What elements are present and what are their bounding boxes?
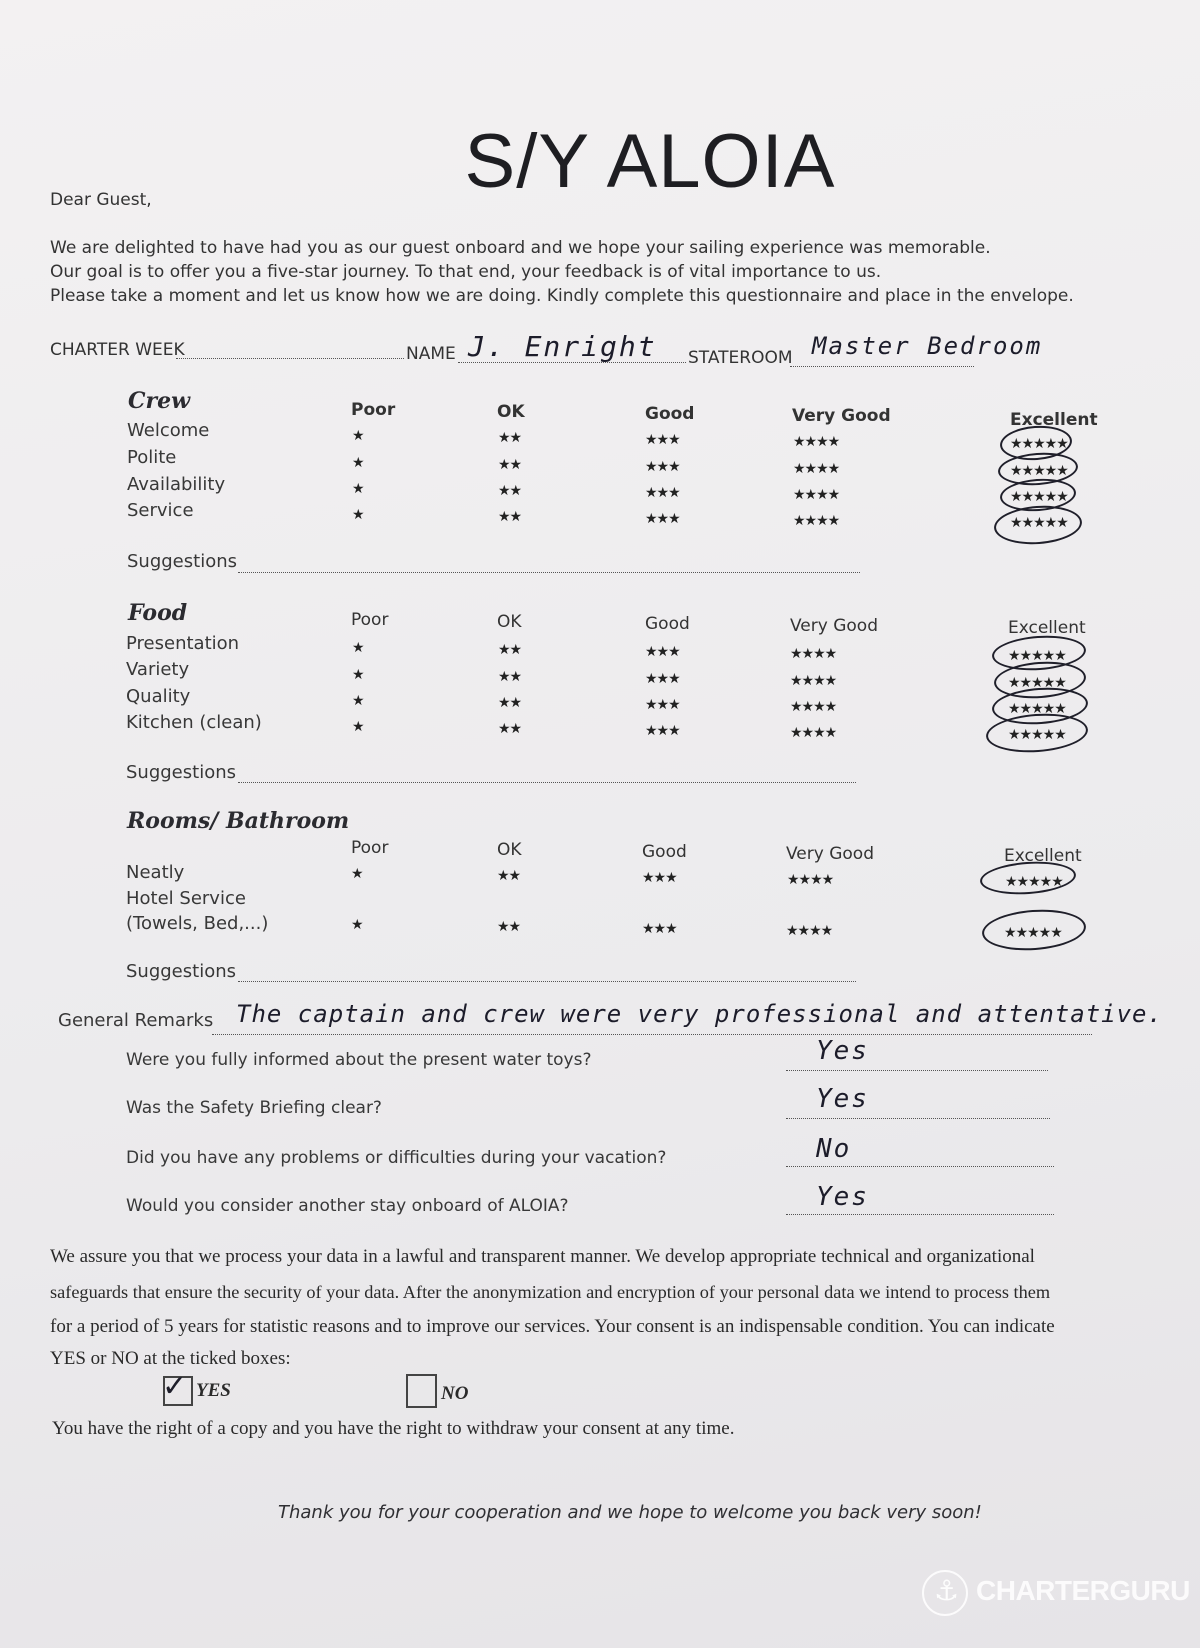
rating-good[interactable]: ★★★ bbox=[645, 485, 680, 501]
rating-good[interactable]: ★★★ bbox=[645, 697, 680, 713]
rating-good[interactable]: ★★★ bbox=[642, 870, 677, 886]
question: Would you consider another stay onboard of ALOIA? bbox=[126, 1196, 569, 1216]
rating-poor[interactable]: ★ bbox=[351, 917, 363, 933]
rating-excellent[interactable]: ★★★★★ bbox=[1004, 925, 1062, 941]
crew-row-label: Service bbox=[127, 500, 194, 521]
rating-very-good[interactable]: ★★★★ bbox=[793, 487, 840, 503]
rights-text: You have the right of a copy and you have the right to withdraw your consent at any time. bbox=[52, 1418, 735, 1439]
selected-rating-circle bbox=[993, 503, 1083, 547]
crew-suggestions-label: Suggestions bbox=[127, 551, 237, 572]
rating-poor[interactable]: ★ bbox=[352, 719, 364, 735]
selected-rating-circle bbox=[981, 906, 1088, 953]
rating-very-good[interactable]: ★★★★ bbox=[786, 923, 833, 939]
charter-week-field[interactable] bbox=[176, 358, 404, 359]
rating-good[interactable]: ★★★ bbox=[645, 459, 680, 475]
rooms-section-title: Rooms/ Bathroom bbox=[127, 808, 350, 834]
answer-value: No bbox=[816, 1134, 852, 1164]
crew-row-label: Polite bbox=[127, 447, 177, 468]
rating-excellent[interactable]: ★★★★★ bbox=[1008, 648, 1066, 664]
privacy-line-4: YES or NO at the ticked boxes: bbox=[50, 1348, 291, 1369]
rating-very-good[interactable]: ★★★★ bbox=[793, 461, 840, 477]
rating-poor[interactable]: ★ bbox=[352, 481, 364, 497]
privacy-line-2: safeguards that ensure the security of your data. After the anonymization and encryption of your personal data we intend to process them bbox=[50, 1282, 1051, 1302]
col-excellent: Excellent bbox=[1004, 846, 1082, 866]
rating-very-good[interactable]: ★★★★ bbox=[790, 646, 837, 662]
rating-good[interactable]: ★★★ bbox=[645, 671, 680, 687]
intro-line-2: Our goal is to offer you a five-star journey. To that end, your feedback is of vital importance to us. bbox=[50, 262, 882, 282]
general-remarks-value: The captain and crew were very professional and attentative. bbox=[236, 1000, 1163, 1028]
col-poor: Poor bbox=[351, 610, 389, 630]
answer-value: Yes bbox=[816, 1084, 869, 1114]
page-title: S/Y ALOIA bbox=[464, 119, 836, 204]
watermark-logo: CHARTERGURU bbox=[976, 1575, 1190, 1606]
col-excellent: Excellent bbox=[1010, 410, 1098, 430]
rating-good[interactable]: ★★★ bbox=[645, 644, 680, 660]
intro-line-3: Please take a moment and let us know how we are doing. Kindly complete this questionnaire and place in the envelope. bbox=[50, 286, 1074, 306]
rating-ok[interactable]: ★★ bbox=[498, 483, 522, 499]
greeting: Dear Guest, bbox=[50, 190, 152, 210]
question: Were you fully informed about the present water toys? bbox=[126, 1050, 592, 1070]
food-row-label: Kitchen (clean) bbox=[126, 712, 262, 733]
col-ok: OK bbox=[497, 840, 522, 860]
col-good: Good bbox=[645, 614, 690, 634]
rating-very-good[interactable]: ★★★★ bbox=[790, 699, 837, 715]
rating-ok[interactable]: ★★ bbox=[497, 919, 521, 935]
rating-good[interactable]: ★★★ bbox=[645, 432, 680, 448]
name-label: NAME bbox=[406, 344, 456, 364]
question: Was the Safety Briefing clear? bbox=[126, 1098, 382, 1118]
rating-good[interactable]: ★★★ bbox=[645, 511, 680, 527]
rating-poor[interactable]: ★ bbox=[352, 640, 364, 656]
rating-ok[interactable]: ★★ bbox=[498, 457, 522, 473]
rooms-suggestions-field[interactable] bbox=[238, 981, 856, 982]
rating-very-good[interactable]: ★★★★ bbox=[793, 434, 840, 450]
privacy-line-1: We assure you that we process your data in a lawful and transparent manner. We develop appropriate technical and organizational bbox=[50, 1246, 1035, 1267]
answer-field[interactable] bbox=[786, 1070, 1048, 1071]
rating-good[interactable]: ★★★ bbox=[645, 723, 680, 739]
consent-yes-label: YES bbox=[196, 1380, 231, 1401]
privacy-line-3: for a period of 5 years for statistic reasons and to improve our services. Your consent is an indispensable condition. You can indicate bbox=[50, 1316, 1055, 1337]
food-row-label: Variety bbox=[126, 659, 190, 680]
col-excellent: Excellent bbox=[1008, 618, 1086, 638]
name-value: J. Enright bbox=[468, 330, 657, 363]
col-ok: OK bbox=[497, 402, 525, 422]
thanks-text: Thank you for your cooperation and we hope to welcome you back very soon! bbox=[278, 1502, 982, 1523]
rating-ok[interactable]: ★★ bbox=[498, 509, 522, 525]
answer-field[interactable] bbox=[786, 1214, 1054, 1215]
crew-suggestions-field[interactable] bbox=[238, 572, 860, 573]
rating-very-good[interactable]: ★★★★ bbox=[793, 513, 840, 529]
col-ok: OK bbox=[497, 612, 522, 632]
col-poor: Poor bbox=[351, 838, 389, 858]
rating-ok[interactable]: ★★ bbox=[498, 642, 522, 658]
col-good: Good bbox=[642, 842, 687, 862]
crew-section-title: Crew bbox=[128, 388, 191, 414]
intro-line-1: We are delighted to have had you as our guest onboard and we hope your sailing experience was memorable. bbox=[50, 238, 991, 258]
consent-no-checkbox[interactable] bbox=[406, 1374, 437, 1408]
crew-row-label: Availability bbox=[127, 474, 226, 495]
rating-very-good[interactable]: ★★★★ bbox=[790, 725, 837, 741]
rooms-row-label-2: (Towels, Bed,...) bbox=[126, 913, 269, 934]
stateroom-value: Master Bedroom bbox=[812, 332, 1043, 360]
rating-poor[interactable]: ★ bbox=[352, 693, 364, 709]
food-suggestions-label: Suggestions bbox=[126, 762, 236, 783]
general-remarks-label: General Remarks bbox=[58, 1010, 214, 1031]
crew-row-label: Welcome bbox=[127, 420, 210, 441]
consent-no-label: NO bbox=[441, 1383, 469, 1404]
col-good: Good bbox=[645, 404, 695, 424]
rooms-row-label: Hotel Service bbox=[126, 888, 246, 909]
answer-value: Yes bbox=[816, 1182, 869, 1212]
rating-ok[interactable]: ★★ bbox=[498, 669, 522, 685]
anchor-glyph-icon: ⚓ bbox=[934, 1574, 960, 1607]
col-poor: Poor bbox=[351, 400, 396, 420]
charter-week-label: CHARTER WEEK bbox=[50, 340, 185, 360]
rating-excellent[interactable]: ★★★★★ bbox=[1010, 489, 1068, 505]
stateroom-field[interactable] bbox=[790, 366, 974, 367]
rating-excellent[interactable]: ★★★★★ bbox=[1008, 701, 1066, 717]
check-icon: ✓ bbox=[162, 1369, 188, 1404]
rating-excellent[interactable]: ★★★★★ bbox=[1010, 515, 1068, 531]
rating-excellent[interactable]: ★★★★★ bbox=[1008, 675, 1066, 691]
rating-poor[interactable]: ★ bbox=[352, 428, 364, 444]
col-very-good: Very Good bbox=[786, 844, 874, 864]
answer-value: Yes bbox=[816, 1036, 869, 1066]
stateroom-label: STATEROOM bbox=[688, 348, 793, 368]
rating-excellent[interactable]: ★★★★★ bbox=[1010, 436, 1068, 452]
rating-poor[interactable]: ★ bbox=[352, 507, 364, 523]
answer-field[interactable] bbox=[786, 1118, 1050, 1119]
rating-excellent[interactable]: ★★★★★ bbox=[1010, 463, 1068, 479]
question: Did you have any problems or difficulties during your vacation? bbox=[126, 1148, 667, 1168]
food-section-title: Food bbox=[128, 600, 188, 626]
rating-poor[interactable]: ★ bbox=[352, 667, 364, 683]
rooms-row-label: Neatly bbox=[126, 862, 185, 883]
rating-very-good[interactable]: ★★★★ bbox=[790, 673, 837, 689]
rating-poor[interactable]: ★ bbox=[352, 455, 364, 471]
answer-field[interactable] bbox=[786, 1166, 1054, 1167]
col-very-good: Very Good bbox=[790, 616, 878, 636]
food-suggestions-field[interactable] bbox=[238, 782, 856, 783]
rating-ok[interactable]: ★★ bbox=[498, 430, 522, 446]
food-row-label: Presentation bbox=[126, 633, 240, 654]
general-remarks-field[interactable] bbox=[212, 1034, 1092, 1035]
rating-very-good[interactable]: ★★★★ bbox=[787, 872, 834, 888]
rating-ok[interactable]: ★★ bbox=[497, 868, 521, 884]
food-row-label: Quality bbox=[126, 686, 191, 707]
rating-good[interactable]: ★★★ bbox=[642, 921, 677, 937]
selected-rating-circle bbox=[979, 859, 1077, 898]
rooms-suggestions-label: Suggestions bbox=[126, 961, 236, 982]
rating-poor[interactable]: ★ bbox=[351, 866, 363, 882]
rating-excellent[interactable]: ★★★★★ bbox=[1008, 727, 1066, 743]
rating-excellent[interactable]: ★★★★★ bbox=[1005, 874, 1063, 890]
rating-ok[interactable]: ★★ bbox=[498, 695, 522, 711]
rating-ok[interactable]: ★★ bbox=[498, 721, 522, 737]
col-very-good: Very Good bbox=[792, 406, 891, 426]
